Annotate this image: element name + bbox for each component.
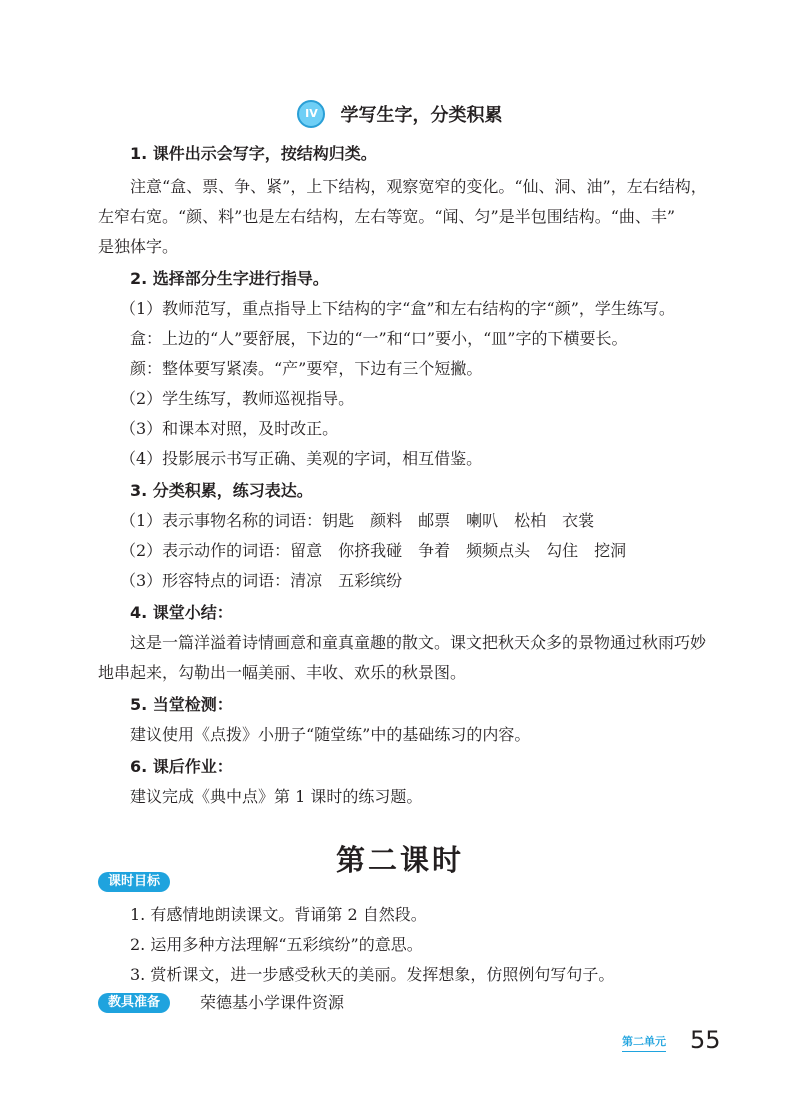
goal-1: 1. 有感情地朗读课文。背诵第 2 自然段。	[130, 905, 427, 924]
step-2-heading: 2. 选择部分生字进行指导。	[130, 269, 329, 288]
step-1-heading: 1. 课件出示会写字，按结构归类。	[130, 144, 377, 163]
teaching-aids-tag: 教具准备	[98, 993, 170, 1013]
step-4-line-1: 这是一篇洋溢着诗情画意和童真童趣的散文。课文把秋天众多的景物通过秋雨巧妙	[130, 633, 707, 652]
step-2-line-2: 盒：上边的“人”要舒展，下边的“一”和“口”要小，“皿”字的下横要长。	[130, 329, 628, 348]
teaching-aids-text: 荣德基小学课件资源	[200, 993, 345, 1012]
step-6-line-1: 建议完成《典中点》第 1 课时的练习题。	[130, 787, 423, 806]
step-2-line-3: 颜：整体要写紧凑。“产”要窄，下边有三个短撇。	[130, 359, 483, 378]
step-5-heading: 5. 当堂检测：	[130, 695, 233, 714]
page-number: 55	[690, 1026, 721, 1054]
step-4-heading: 4. 课堂小结：	[130, 603, 233, 622]
step-1-text-line-3: 是独体字。	[98, 237, 179, 256]
step-4-line-2: 地串起来，勾勒出一幅美丽、丰收、欢乐的秋景图。	[98, 663, 467, 682]
step-3-heading: 3. 分类积累，练习表达。	[130, 481, 313, 500]
step-3-line-1: （1）表示事物名称的词语：钥匙 颜料 邮票 喇叭 松柏 衣裳	[120, 511, 595, 530]
section-header	[0, 100, 800, 128]
step-2-line-5: （3）和课本对照，及时改正。	[120, 419, 339, 438]
goal-3: 3. 赏析课文，进一步感受秋天的美丽。发挥想象，仿照例句写句子。	[130, 965, 615, 984]
step-2-line-1: （1）教师范写，重点指导上下结构的字“盒”和左右结构的字“颜”，学生练写。	[120, 299, 675, 318]
unit-label: 第二单元	[622, 1033, 666, 1052]
step-5-line-1: 建议使用《点拨》小册子“随堂练”中的基础练习的内容。	[130, 725, 531, 744]
lesson-2-title: 第二课时	[335, 843, 464, 877]
step-1-text-line-2: 左窄右宽。“颜、料”也是左右结构，左右等宽。“闻、匀”是半包围结构。“曲、丰”	[98, 207, 676, 226]
goal-2: 2. 运用多种方法理解“五彩缤纷”的意思。	[130, 935, 423, 954]
step-6-heading: 6. 课后作业：	[130, 757, 233, 776]
step-1-text-line-1: 注意“盒、票、争、紧”，上下结构，观察宽窄的变化。“仙、洞、油”，左右结构，	[130, 177, 707, 196]
step-3-line-3: （3）形容特点的词语：清凉 五彩缤纷	[120, 571, 403, 590]
step-2-line-6: （4）投影展示书写正确、美观的字词，相互借鉴。	[120, 449, 483, 468]
section-title: 学写生字，分类积累	[340, 105, 503, 126]
step-2-line-4: （2）学生练写，教师巡视指导。	[120, 389, 355, 408]
step-3-line-2: （2）表示动作的词语：留意 你挤我碰 争着 频频点头 勾住 挖洞	[120, 541, 627, 560]
lesson-goals-tag: 课时目标	[98, 872, 170, 892]
roman-numeral-badge: IV	[297, 100, 325, 128]
